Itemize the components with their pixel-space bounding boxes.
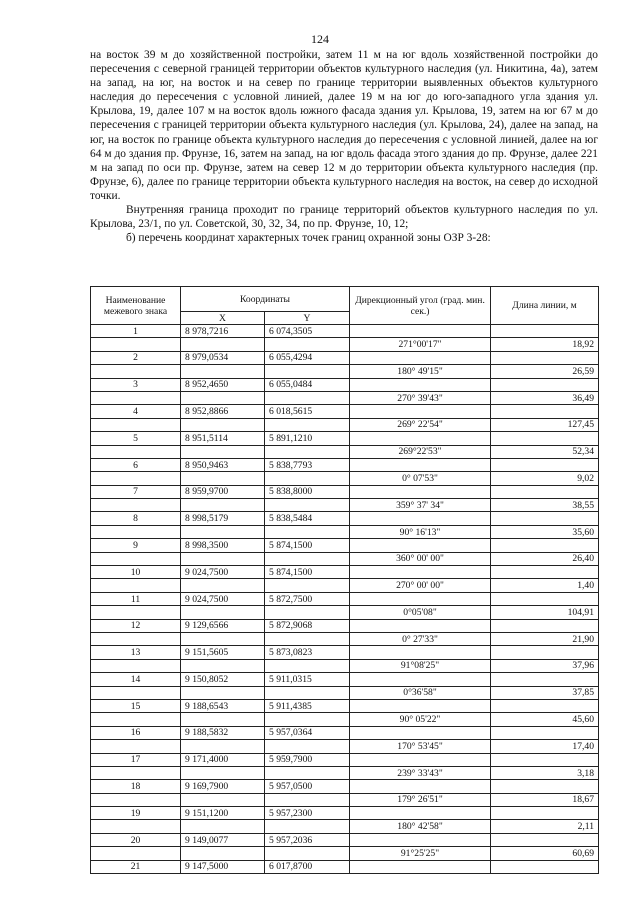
line-length-cell: 17,40: [491, 740, 599, 753]
line-length-cell: 26,59: [491, 365, 599, 378]
y-coordinate-cell-empty: [265, 499, 350, 512]
line-length-cell: 52,34: [491, 445, 599, 458]
x-coordinate-cell: 9 151,1200: [181, 807, 265, 820]
angle-cell-empty: [350, 512, 491, 525]
length-cell-empty: [491, 673, 599, 686]
line-length-cell: 38,55: [491, 499, 599, 512]
table-row: [91, 860, 599, 873]
length-cell-empty: [491, 351, 599, 364]
y-coordinate-cell-empty: [265, 418, 350, 431]
x-coordinate-cell-empty: [181, 686, 265, 699]
length-cell-empty: [491, 619, 599, 632]
y-coordinate-cell-empty: [265, 525, 350, 538]
y-coordinate-cell: 5 911,4385: [265, 699, 350, 712]
y-coordinate-cell-empty: [265, 338, 350, 351]
direction-angle-cell: 269° 22'54": [350, 418, 491, 431]
x-coordinate-cell-empty: [181, 552, 265, 565]
angle-cell-empty: [350, 432, 491, 445]
length-cell-empty: [491, 458, 599, 471]
x-coordinate-cell-empty: [181, 740, 265, 753]
length-cell-empty: [491, 860, 599, 873]
point-name-cell-empty: [91, 525, 181, 538]
point-name-cell-empty: [91, 766, 181, 779]
table-row: [91, 485, 599, 498]
point-name-cell: 8: [91, 512, 181, 525]
x-coordinate-cell: 9 188,6543: [181, 699, 265, 712]
point-name-cell: 7: [91, 485, 181, 498]
y-coordinate-cell: 5 838,7793: [265, 458, 350, 471]
angle-cell-empty: [350, 592, 491, 605]
point-name-cell: 14: [91, 673, 181, 686]
x-coordinate-cell-empty: [181, 793, 265, 806]
point-name-cell-empty: [91, 472, 181, 485]
length-cell-empty: [491, 512, 599, 525]
point-name-cell-empty: [91, 606, 181, 619]
x-coordinate-cell: 8 959,9700: [181, 485, 265, 498]
y-coordinate-cell-empty: [265, 820, 350, 833]
angle-cell-empty: [350, 325, 491, 338]
y-coordinate-cell-empty: [265, 713, 350, 726]
table-row: [91, 351, 599, 364]
point-name-cell: 20: [91, 833, 181, 846]
x-coordinate-cell-empty: [181, 606, 265, 619]
x-coordinate-cell-empty: [181, 472, 265, 485]
y-coordinate-cell: 6 017,8700: [265, 860, 350, 873]
direction-angle-cell: 0°05'08": [350, 606, 491, 619]
x-coordinate-cell: 8 998,3500: [181, 539, 265, 552]
table-row: [91, 418, 599, 431]
x-coordinate-cell: 8 979,0534: [181, 351, 265, 364]
angle-cell-empty: [350, 673, 491, 686]
table-row: [91, 552, 599, 565]
table-row: [91, 592, 599, 605]
table-row: [91, 606, 599, 619]
point-name-cell: 11: [91, 592, 181, 605]
y-coordinate-cell-empty: [265, 847, 350, 860]
x-coordinate-cell: 8 978,7216: [181, 325, 265, 338]
header-point-name: Наименование межевого знака: [91, 287, 181, 325]
page-number: 124: [311, 32, 329, 46]
header-x: X: [181, 312, 265, 325]
point-name-cell: 10: [91, 566, 181, 579]
point-name-cell: 6: [91, 458, 181, 471]
direction-angle-cell: 269°22'53": [350, 445, 491, 458]
table-row: [91, 619, 599, 632]
table-row: [91, 472, 599, 485]
table-row: [91, 432, 599, 445]
y-coordinate-cell-empty: [265, 659, 350, 672]
direction-angle-cell: 180° 42'58": [350, 820, 491, 833]
angle-cell-empty: [350, 566, 491, 579]
table-row: [91, 833, 599, 846]
y-coordinate-cell-empty: [265, 579, 350, 592]
x-coordinate-cell: 8 952,4650: [181, 378, 265, 391]
direction-angle-cell: 170° 53'45": [350, 740, 491, 753]
y-coordinate-cell: 6 055,4294: [265, 351, 350, 364]
direction-angle-cell: 239° 33'43": [350, 766, 491, 779]
point-name-cell: 15: [91, 699, 181, 712]
table-row: [91, 807, 599, 820]
table-row: [91, 673, 599, 686]
point-name-cell-empty: [91, 632, 181, 645]
direction-angle-cell: 0°36'58": [350, 686, 491, 699]
point-name-cell-empty: [91, 820, 181, 833]
point-name-cell: 17: [91, 753, 181, 766]
y-coordinate-cell-empty: [265, 445, 350, 458]
x-coordinate-cell-empty: [181, 579, 265, 592]
direction-angle-cell: 270° 00' 00": [350, 579, 491, 592]
angle-cell-empty: [350, 351, 491, 364]
y-coordinate-cell-empty: [265, 686, 350, 699]
y-coordinate-cell: 5 957,2300: [265, 807, 350, 820]
point-name-cell: 5: [91, 432, 181, 445]
table-row: [91, 338, 599, 351]
table-row: [91, 726, 599, 739]
direction-angle-cell: 90° 05'22": [350, 713, 491, 726]
x-coordinate-cell: 8 998,5179: [181, 512, 265, 525]
y-coordinate-cell-empty: [265, 632, 350, 645]
x-coordinate-cell-empty: [181, 499, 265, 512]
table-row: [91, 699, 599, 712]
paragraph: на восток 39 м до хозяйственной постройки, затем 11 м на юг вдоль хозяйственной постройки до пересечения с северной границей территории объектов культурного наследия (ул. Никитина, 4а), затем на запад, на юг, на восток и на север по границе территории выявленных объектов культурного наследия до пересечения с условной линией, далее 19 м на юг до юго-западного угла здания ул. Крылова, 19, далее 107 м на восток вдоль южного фасада здания ул. Крылова, 19, затем на юг 67 м до пересечения с границей территории объекта культурного наследия (ул. Крылова, 24), далее на запад, на юг, на восток по границе объекта культурного наследия до пересечения с условной линией, далее на юг 64 м до здания пр. Фрунзе, 16, затем на запад, на юг вдоль фасада этого здания до пр. Фрунзе, далее 221 м на запад по оси пр. Фрунзе, затем на север 12 м до территории объекта культурного наследия (пр. Фрунзе, 6), далее по границе территории объекта культурного наследия на восток, на север до исходной точки.: [90, 49, 598, 202]
point-name-cell: 16: [91, 726, 181, 739]
length-cell-empty: [491, 405, 599, 418]
body-text: [90, 48, 598, 245]
angle-cell-empty: [350, 646, 491, 659]
table-row: [91, 378, 599, 391]
point-name-cell: 21: [91, 860, 181, 873]
paragraph: Внутренняя граница проходит по границе территорий объектов культурного наследия по ул. Крылова, 23/1, по ул. Советской, 30, 32, 34, по пр. Фрунзе, 10, 12;: [90, 204, 598, 231]
direction-angle-cell: 91°08'25": [350, 659, 491, 672]
direction-angle-cell: 0° 27'33": [350, 632, 491, 645]
x-coordinate-cell-empty: [181, 766, 265, 779]
table-row: [91, 525, 599, 538]
angle-cell-empty: [350, 833, 491, 846]
length-cell-empty: [491, 485, 599, 498]
point-name-cell-empty: [91, 391, 181, 404]
y-coordinate-cell: 5 874,1500: [265, 566, 350, 579]
y-coordinate-cell: 5 838,5484: [265, 512, 350, 525]
y-coordinate-cell: 5 959,7900: [265, 753, 350, 766]
point-name-cell-empty: [91, 579, 181, 592]
angle-cell-empty: [350, 726, 491, 739]
point-name-cell-empty: [91, 445, 181, 458]
table-row: [91, 499, 599, 512]
length-cell-empty: [491, 432, 599, 445]
x-coordinate-cell-empty: [181, 820, 265, 833]
table-row: [91, 686, 599, 699]
length-cell-empty: [491, 592, 599, 605]
direction-angle-cell: 270° 39'43": [350, 391, 491, 404]
point-name-cell-empty: [91, 552, 181, 565]
table-row: [91, 659, 599, 672]
x-coordinate-cell: 8 950,9463: [181, 458, 265, 471]
point-name-cell-empty: [91, 338, 181, 351]
length-cell-empty: [491, 699, 599, 712]
table-row: [91, 632, 599, 645]
direction-angle-cell: 90° 16'13": [350, 525, 491, 538]
table-row: [91, 820, 599, 833]
x-coordinate-cell: 9 151,5605: [181, 646, 265, 659]
line-length-cell: 45,60: [491, 713, 599, 726]
y-coordinate-cell: 5 838,8000: [265, 485, 350, 498]
length-cell-empty: [491, 753, 599, 766]
x-coordinate-cell-empty: [181, 659, 265, 672]
line-length-cell: 35,60: [491, 525, 599, 538]
angle-cell-empty: [350, 780, 491, 793]
header-line-length: Длина линии, м: [491, 287, 599, 325]
direction-angle-cell: 360° 00' 00": [350, 552, 491, 565]
y-coordinate-cell-empty: [265, 365, 350, 378]
point-name-cell: 1: [91, 325, 181, 338]
line-length-cell: 18,92: [491, 338, 599, 351]
y-coordinate-cell: 5 911,0315: [265, 673, 350, 686]
y-coordinate-cell: 5 872,7500: [265, 592, 350, 605]
length-cell-empty: [491, 646, 599, 659]
table-row: [91, 405, 599, 418]
table-row: [91, 847, 599, 860]
x-coordinate-cell: 9 188,5832: [181, 726, 265, 739]
y-coordinate-cell: 5 957,0364: [265, 726, 350, 739]
point-name-cell-empty: [91, 740, 181, 753]
line-length-cell: 26,40: [491, 552, 599, 565]
length-cell-empty: [491, 378, 599, 391]
y-coordinate-cell: 5 872,9068: [265, 619, 350, 632]
length-cell-empty: [491, 566, 599, 579]
point-name-cell-empty: [91, 418, 181, 431]
angle-cell-empty: [350, 807, 491, 820]
point-name-cell: 4: [91, 405, 181, 418]
x-coordinate-cell: 9 129,6566: [181, 619, 265, 632]
y-coordinate-cell: 6 074,3505: [265, 325, 350, 338]
angle-cell-empty: [350, 753, 491, 766]
direction-angle-cell: 359° 37' 34": [350, 499, 491, 512]
x-coordinate-cell: 9 024,7500: [181, 566, 265, 579]
header-direction-angle: Дирекционный угол (град. мин. сек.): [350, 287, 491, 325]
line-length-cell: 18,67: [491, 793, 599, 806]
y-coordinate-cell-empty: [265, 740, 350, 753]
header-y: Y: [265, 312, 350, 325]
line-length-cell: 21,90: [491, 632, 599, 645]
x-coordinate-cell: 9 147,5000: [181, 860, 265, 873]
point-name-cell: 3: [91, 378, 181, 391]
line-length-cell: 3,18: [491, 766, 599, 779]
angle-cell-empty: [350, 619, 491, 632]
x-coordinate-cell: 9 149,0077: [181, 833, 265, 846]
table-row: [91, 579, 599, 592]
y-coordinate-cell-empty: [265, 472, 350, 485]
x-coordinate-cell-empty: [181, 445, 265, 458]
y-coordinate-cell-empty: [265, 606, 350, 619]
angle-cell-empty: [350, 539, 491, 552]
length-cell-empty: [491, 833, 599, 846]
table-row: [91, 566, 599, 579]
length-cell-empty: [491, 726, 599, 739]
angle-cell-empty: [350, 485, 491, 498]
table-row: [91, 740, 599, 753]
line-length-cell: 60,69: [491, 847, 599, 860]
direction-angle-cell: 179° 26'51": [350, 793, 491, 806]
length-cell-empty: [491, 807, 599, 820]
angle-cell-empty: [350, 378, 491, 391]
line-length-cell: 37,96: [491, 659, 599, 672]
line-length-cell: 37,85: [491, 686, 599, 699]
header-coordinates: Координаты: [181, 287, 350, 312]
length-cell-empty: [491, 325, 599, 338]
point-name-cell-empty: [91, 659, 181, 672]
table-row: [91, 445, 599, 458]
x-coordinate-cell: 9 150,8052: [181, 673, 265, 686]
point-name-cell-empty: [91, 365, 181, 378]
direction-angle-cell: 271°00'17": [350, 338, 491, 351]
point-name-cell-empty: [91, 713, 181, 726]
table-row: [91, 753, 599, 766]
point-name-cell: 12: [91, 619, 181, 632]
table-row: [91, 325, 599, 338]
y-coordinate-cell: 6 055,0484: [265, 378, 350, 391]
x-coordinate-cell: 9 024,7500: [181, 592, 265, 605]
point-name-cell: 13: [91, 646, 181, 659]
x-coordinate-cell-empty: [181, 391, 265, 404]
length-cell-empty: [491, 780, 599, 793]
line-length-cell: 36,49: [491, 391, 599, 404]
x-coordinate-cell: 9 171,4000: [181, 753, 265, 766]
table-row: [91, 793, 599, 806]
point-name-cell: 19: [91, 807, 181, 820]
point-name-cell: 18: [91, 780, 181, 793]
y-coordinate-cell: 5 874,1500: [265, 539, 350, 552]
table-row: [91, 713, 599, 726]
paragraph: б) перечень координат характерных точек границ охранной зоны ОЗР 3-28:: [126, 232, 491, 245]
x-coordinate-cell-empty: [181, 365, 265, 378]
line-length-cell: 9,02: [491, 472, 599, 485]
direction-angle-cell: 0° 07'53": [350, 472, 491, 485]
x-coordinate-cell-empty: [181, 847, 265, 860]
point-name-cell: 2: [91, 351, 181, 364]
angle-cell-empty: [350, 458, 491, 471]
length-cell-empty: [491, 539, 599, 552]
x-coordinate-cell-empty: [181, 713, 265, 726]
table-row: [91, 539, 599, 552]
line-length-cell: 104,91: [491, 606, 599, 619]
x-coordinate-cell-empty: [181, 525, 265, 538]
table-row: [91, 766, 599, 779]
x-coordinate-cell: 8 951,5114: [181, 432, 265, 445]
y-coordinate-cell: 5 873,0823: [265, 646, 350, 659]
y-coordinate-cell: 6 018,5615: [265, 405, 350, 418]
y-coordinate-cell-empty: [265, 766, 350, 779]
point-name-cell-empty: [91, 793, 181, 806]
direction-angle-cell: 180° 49'15": [350, 365, 491, 378]
table-row: [91, 646, 599, 659]
y-coordinate-cell: 5 891,1210: [265, 432, 350, 445]
direction-angle-cell: 91°25'25": [350, 847, 491, 860]
table-row: [91, 780, 599, 793]
x-coordinate-cell: 8 952,8866: [181, 405, 265, 418]
angle-cell-empty: [350, 699, 491, 712]
x-coordinate-cell-empty: [181, 632, 265, 645]
table-row: [91, 458, 599, 471]
coordinates-table: [90, 286, 599, 874]
y-coordinate-cell-empty: [265, 391, 350, 404]
y-coordinate-cell: 5 957,2036: [265, 833, 350, 846]
line-length-cell: 127,45: [491, 418, 599, 431]
y-coordinate-cell-empty: [265, 552, 350, 565]
angle-cell-empty: [350, 405, 491, 418]
point-name-cell-empty: [91, 686, 181, 699]
x-coordinate-cell-empty: [181, 418, 265, 431]
angle-cell-empty: [350, 860, 491, 873]
table-body: [91, 325, 599, 874]
table-row: [91, 512, 599, 525]
x-coordinate-cell-empty: [181, 338, 265, 351]
point-name-cell: 9: [91, 539, 181, 552]
y-coordinate-cell-empty: [265, 793, 350, 806]
line-length-cell: 1,40: [491, 579, 599, 592]
x-coordinate-cell: 9 169,7900: [181, 780, 265, 793]
table-row: [91, 391, 599, 404]
point-name-cell-empty: [91, 847, 181, 860]
line-length-cell: 2,11: [491, 820, 599, 833]
y-coordinate-cell: 5 957,0500: [265, 780, 350, 793]
table-row: [91, 365, 599, 378]
point-name-cell-empty: [91, 499, 181, 512]
